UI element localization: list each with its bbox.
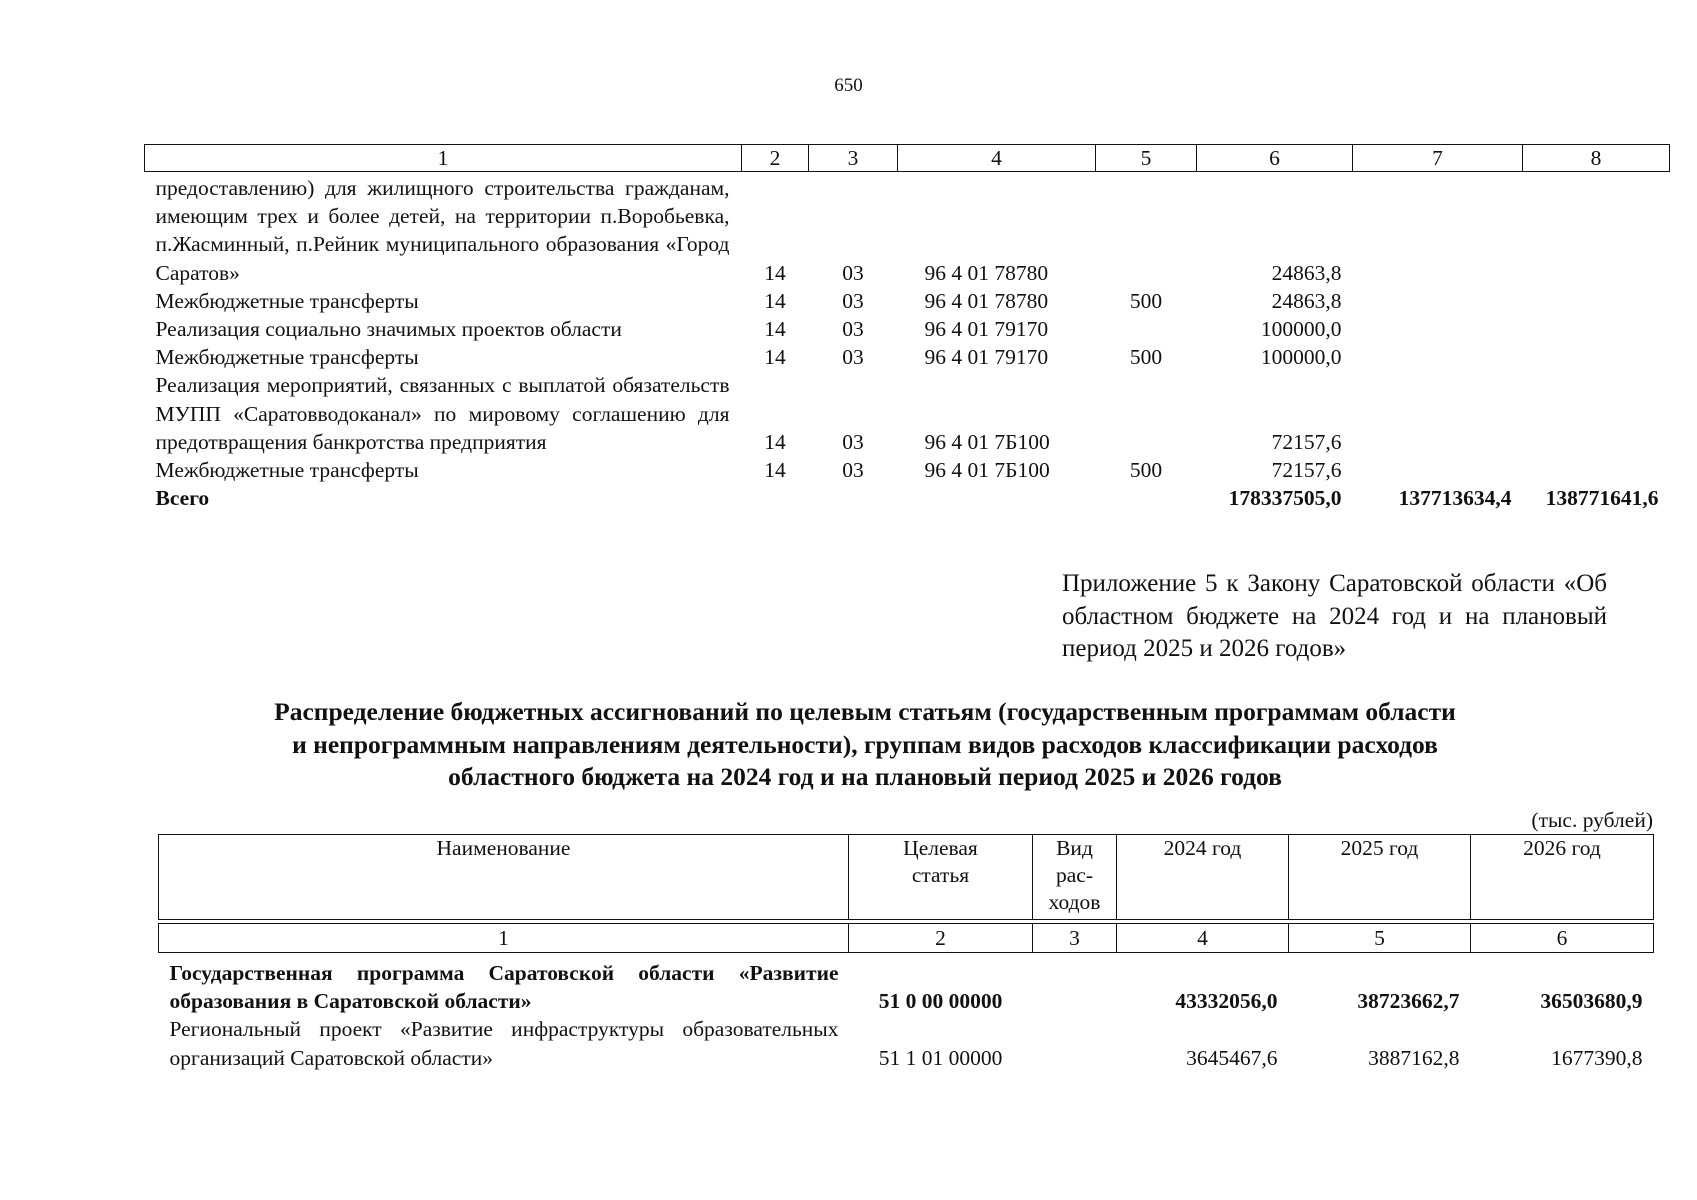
total-label: Всего [155,486,210,511]
subsection-code: 03 [842,317,864,342]
section-code: 14 [764,458,786,483]
amount-col7 [1353,371,1523,456]
row-name: предоставлению) для жилищного строительства гражданам, имеющим трех и более детей, на территории п.Воробьевка, п.Жасминный, п.Рейник муниципального образования «Город Саратов» [155,176,730,285]
row-name: Межбюджетные трансферты [155,288,419,313]
expense-type [1096,371,1197,456]
target-article: 51 0 00 00000 [878,989,1003,1014]
table-row [145,315,1670,343]
section-code: 14 [764,260,786,285]
amount-col6: 24863,8 [1271,288,1342,313]
section-code: 14 [764,429,786,454]
heading-line: Распределение бюджетных ассигнований по целевым статьям (государственным программам области [274,697,1456,726]
amount-2024: 3645467,6 [1186,1045,1278,1070]
amount-col8 [1523,315,1670,343]
target-code: 96 4 01 79170 [924,317,1049,342]
row-name: Реализация социально значимых проектов области [155,317,622,342]
expense-type [1096,315,1197,343]
total-col7: 137713634,4 [1398,486,1512,511]
amount-2026: 36503680,9 [1540,989,1643,1014]
column-number: 6 [1197,145,1353,172]
document-heading [200,696,1530,794]
column-number: 2 [849,924,1033,953]
header-type-line: рас- [1056,863,1093,887]
row-name: Межбюджетные трансферты [155,458,419,483]
subsection-code: 03 [842,288,864,313]
section-code: 14 [764,345,786,370]
column-number: 4 [1117,924,1289,953]
amount-col7 [1353,343,1523,371]
expense-type: 500 [1129,458,1163,483]
header-row [159,835,1654,920]
table-row [145,287,1670,315]
amount-col6: 100000,0 [1260,317,1342,342]
expense-type [1096,172,1197,287]
amount-2025: 38723662,7 [1357,989,1460,1014]
amount-col8 [1523,287,1670,315]
header-type-line: ходов [1048,890,1101,914]
empty-cell [742,484,809,512]
table-row [159,953,1654,1016]
empty-cell [809,484,898,512]
amount-2024: 43332056,0 [1175,989,1278,1014]
column-number-row [145,145,1670,172]
empty-cell [898,484,1096,512]
column-number: 7 [1353,145,1523,172]
expense-type [1033,1015,1117,1071]
total-col8: 138771641,6 [1545,486,1659,511]
section-code: 14 [764,317,786,342]
column-number: 8 [1523,145,1670,172]
target-article: 51 1 01 00000 [878,1045,1003,1070]
target-code: 96 4 01 78780 [924,260,1049,285]
amount-col8 [1523,456,1670,484]
empty-cell [1096,484,1197,512]
total-row [145,484,1670,512]
continuation-table [144,144,1670,512]
expense-type: 500 [1129,345,1163,370]
heading-line: и непрограммным направлениям деятельности), группам видов расходов классификации расходов [292,729,1438,759]
header-2026: 2026 год [1471,835,1654,920]
amount-col7 [1353,456,1523,484]
row-name: Региональный проект «Развитие инфраструктуры образовательных организаций Саратовской области» [169,1017,839,1070]
amount-col7 [1353,287,1523,315]
header-2024: 2024 год [1117,835,1289,920]
column-number: 6 [1471,924,1654,953]
row-name: Реализация мероприятий, связанных с выплатой обязательств МУПП «Саратовводоканал» по мировому соглашению для предотвращения банкротства предприятия [155,373,730,454]
total-col6: 178337505,0 [1228,486,1342,511]
subsection-code: 03 [842,345,864,370]
page-number: 650 [834,75,863,96]
column-number: 1 [145,145,742,172]
amount-2025: 3887162,8 [1368,1045,1460,1070]
subsection-code: 03 [842,260,864,285]
amount-col8 [1523,371,1670,456]
column-number-row [159,924,1654,953]
header-target-line: Целевая [903,836,978,860]
amount-2026: 1677390,8 [1551,1045,1643,1070]
amount-col6: 24863,8 [1271,260,1342,285]
header-name: Наименование [159,835,849,920]
header-target-line: статья [911,863,970,887]
column-number: 3 [809,145,898,172]
units-label: (тыс. рублей) [1531,808,1653,832]
table-row [145,343,1670,371]
amount-col7 [1353,315,1523,343]
column-number: 2 [742,145,809,172]
table-row [159,1015,1654,1071]
amount-col8 [1523,172,1670,287]
row-name: Государственная программа Саратовской области «Развитие образования в Саратовской области» [169,961,839,1014]
amount-col6: 100000,0 [1260,345,1342,370]
column-number: 4 [898,145,1096,172]
header-2025: 2025 год [1289,835,1471,920]
target-code: 96 4 01 79170 [924,345,1049,370]
header-type-line: Вид [1056,836,1093,860]
subsection-code: 03 [842,458,864,483]
header-expense-type [1033,835,1117,920]
row-name: Межбюджетные трансферты [155,345,419,370]
table-row [145,172,1670,287]
allocation-table [158,834,1654,1072]
expense-type [1033,953,1117,1016]
column-number: 5 [1289,924,1471,953]
column-number: 1 [159,924,849,953]
target-code: 96 4 01 7Б100 [924,429,1050,454]
heading-line: областного бюджета на 2024 год и на плановый период 2025 и 2026 годов [448,762,1282,791]
target-code: 96 4 01 78780 [924,288,1049,313]
column-number: 5 [1096,145,1197,172]
column-number: 3 [1033,924,1117,953]
amount-col7 [1353,172,1523,287]
header-target-article [849,835,1033,920]
appendix-note: Приложение 5 к Закону Саратовской области «Об областном бюджете на 2024 год и на плановый период 2025 и 2026 годов» [1062,570,1607,662]
amount-col6: 72157,6 [1271,458,1342,483]
expense-type: 500 [1129,288,1163,313]
amount-col6: 72157,6 [1271,429,1342,454]
table-row [145,456,1670,484]
subsection-code: 03 [842,429,864,454]
table-row [145,371,1670,456]
amount-col8 [1523,343,1670,371]
section-code: 14 [764,288,786,313]
target-code: 96 4 01 7Б100 [924,458,1050,483]
